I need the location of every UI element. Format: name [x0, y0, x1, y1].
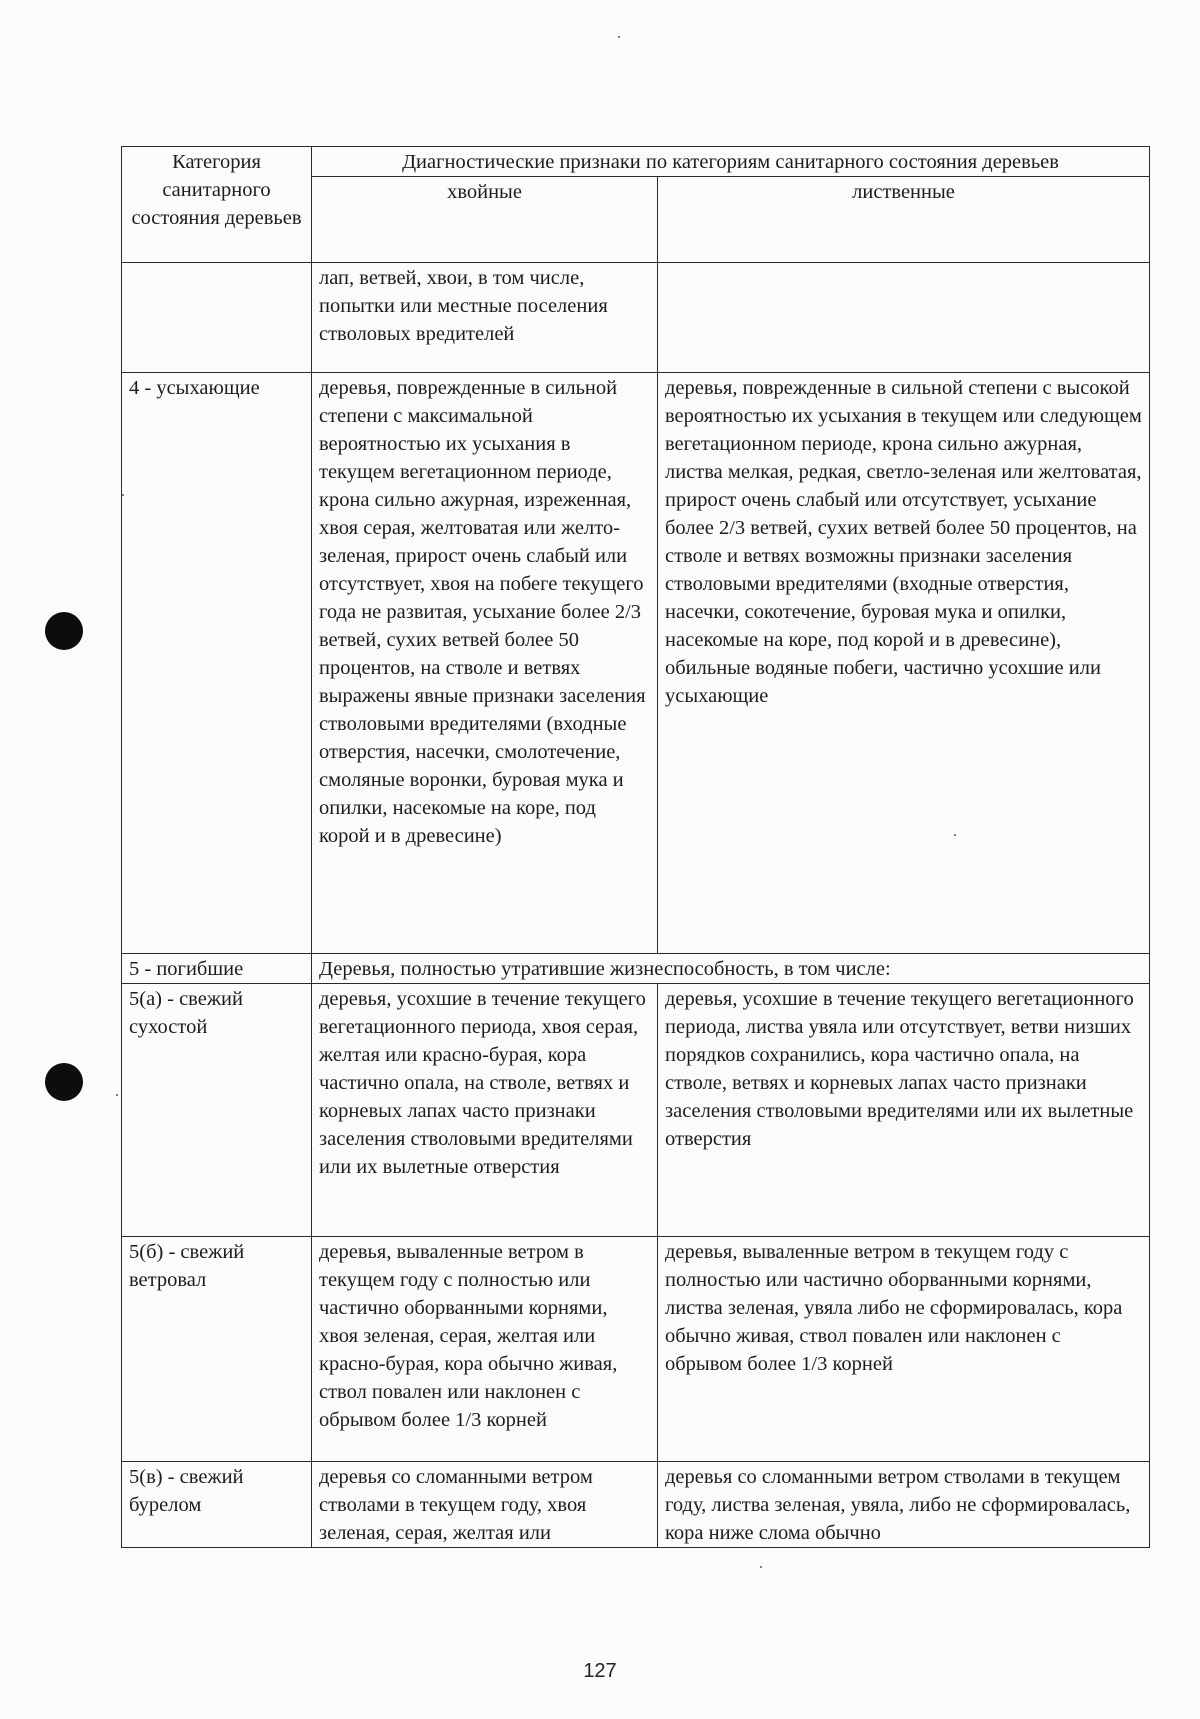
scan-speck — [618, 36, 620, 38]
dead-category-cell: 5 - погибшие — [122, 954, 312, 984]
dead-description-cell: Деревья, полностью утратившие жизнеспособность, в том числе: — [312, 954, 1150, 984]
row-category-cell: 4 - усыхающие — [122, 373, 312, 954]
page-number: 127 — [583, 1660, 617, 1682]
header-diagnostic-cell: Диагностические признаки по категориям санитарного состояния деревьев — [312, 147, 1150, 177]
row-deciduous-cell — [658, 263, 1150, 373]
punch-hole-top — [45, 612, 83, 650]
header-category-cell: Категория санитарного состояния деревьев — [122, 147, 312, 263]
sanitary-category-table — [121, 146, 1150, 1548]
subrow-deciduous-cell: деревья, вываленные ветром в текущем году с полностью или частично оборванными корнями, листва зеленая, увяла либо не сформировалась, кора обычно живая, ствол повален или наклонен с обрывом более 1/3 корней — [658, 1237, 1150, 1462]
header-deciduous-cell: лиственные — [658, 177, 1150, 263]
subrow-deciduous-cell: деревья со сломанными ветром стволами в текущем году, листва зеленая, увяла, либо не сформировалась, кора ниже слома обычно — [658, 1462, 1150, 1548]
subrow-category-cell: 5(б) - свежий ветровал — [122, 1237, 312, 1462]
row-coniferous-cell: деревья, поврежденные в сильной степени с максимальной вероятностью их усыхания в текущем вегетационном периоде, крона сильно ажурная, изреженная, хвоя серая, желтоватая или желто-зеленая, прирост очень слабый или отсутствует, хвоя на побеге текущего года не развитая, усыхание более 2/3 ветвей, сухих ветвей более 50 процентов, на стволе и ветвях выражены явные признаки заселения стволовыми вредителями (входные отверстия, насечки, смолотечение, смоляные воронки, буровая мука и опилки, насекомые на коре, под корой и в древесине) — [312, 373, 658, 954]
scan-speck — [116, 1094, 118, 1096]
punch-hole-bottom — [45, 1063, 83, 1101]
subrow-deciduous-cell: деревья, усохшие в течение текущего вегетационного периода, листва увяла или отсутствует, ветви низших порядков сохранились, кора частично опала, на стволе, ветвях и корневых лапах часто признаки заселения стволовыми вредителями или их вылетные отверстия — [658, 984, 1150, 1237]
subrow-coniferous-cell: деревья, вываленные ветром в текущем году с полностью или частично оборванными корнями, хвоя зеленая, серая, желтая или красно-бурая, кора обычно живая, ствол повален или наклонен с обрывом более 1/3 корней — [312, 1237, 658, 1462]
subrow-category-cell: 5(в) - свежий бурелом — [122, 1462, 312, 1548]
row-category-cell — [122, 263, 312, 373]
row-coniferous-cell: лап, ветвей, хвои, в том числе, попытки или местные поселения стволовых вредителей — [312, 263, 658, 373]
subrow-coniferous-cell: деревья, усохшие в течение текущего вегетационного периода, хвоя серая, желтая или красно-бурая, кора частично опала, на стволе, ветвях и корневых лапах часто признаки заселения стволовыми вредителями или их вылетные отверстия — [312, 984, 658, 1237]
subrow-coniferous-cell: деревья со сломанными ветром стволами в текущем году, хвоя зеленая, серая, желтая или — [312, 1462, 658, 1548]
scan-speck — [760, 1566, 762, 1568]
row-deciduous-cell: деревья, поврежденные в сильной степени с высокой вероятностью их усыхания в текущем или следующем вегетационном периоде, крона сильно ажурная, листва мелкая, редкая, светло-зеленая или желтоватая, прирост очень слабый или отсутствует, усыхание более 2/3 ветвей, сухих ветвей более 50 процентов, на стволе и ветвях возможны признаки заселения стволовыми вредителями (входные отверстия, насечки, сокотечение, буровая мука и опилки, насекомые на коре, под корой и в древесине), обильные водяные побеги, частично усохшие или усыхающие — [658, 373, 1150, 954]
subrow-category-cell: 5(а) - свежий сухостой — [122, 984, 312, 1237]
header-coniferous-cell: хвойные — [312, 177, 658, 263]
